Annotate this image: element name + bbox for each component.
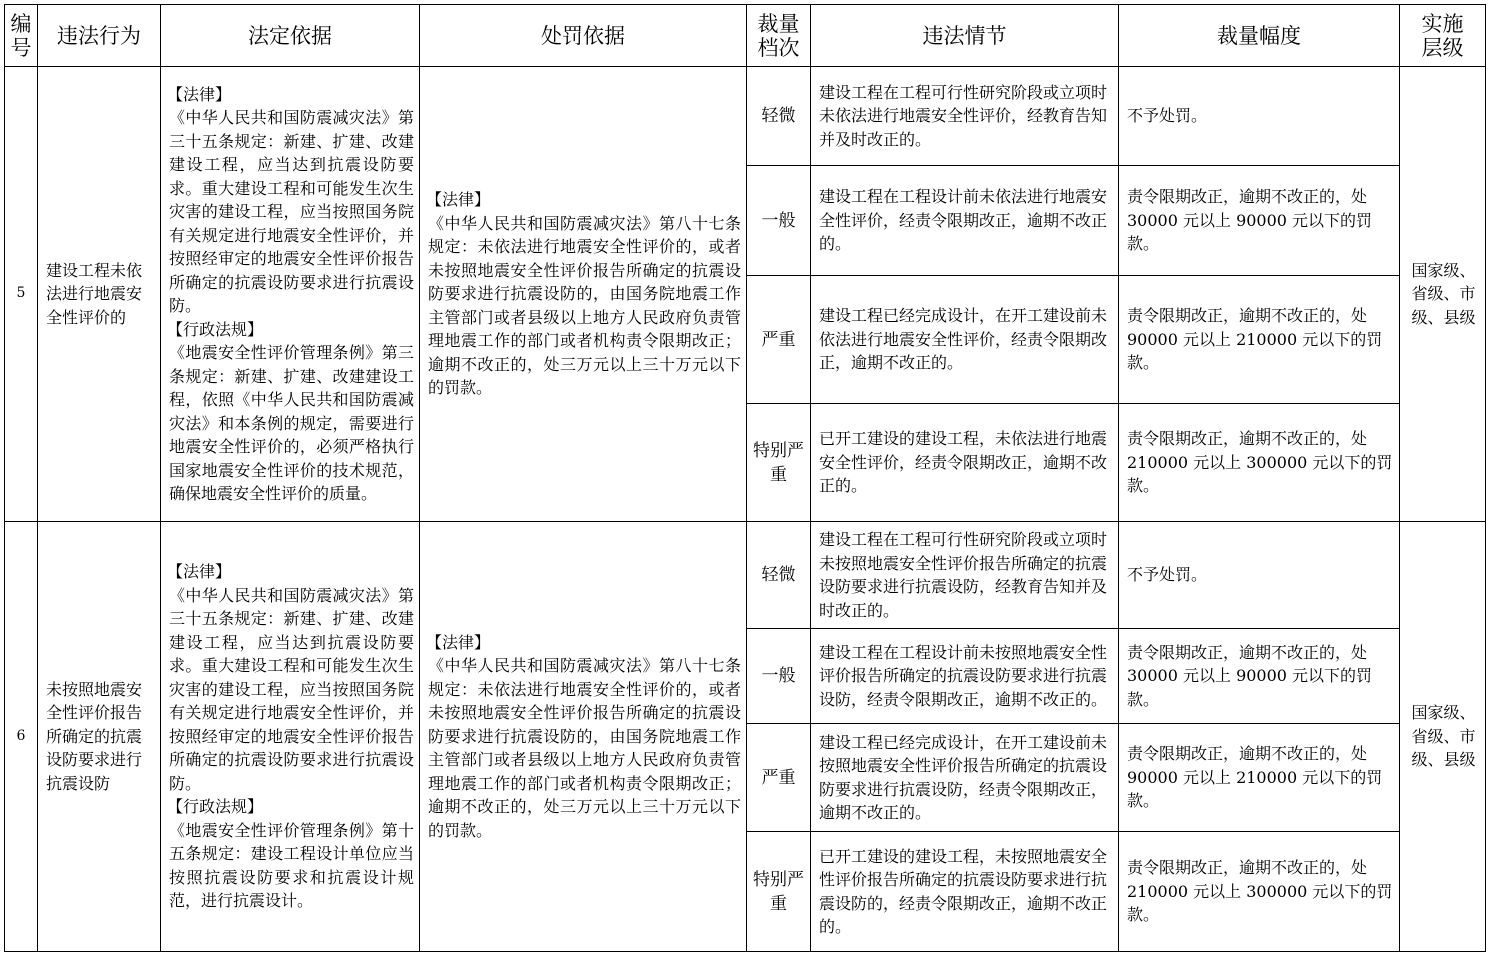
level-cell: 轻微 xyxy=(747,522,811,629)
row-number: 5 xyxy=(5,67,38,522)
level-cell: 轻微 xyxy=(747,67,811,166)
table-row xyxy=(5,522,1486,629)
scope-cell: 国家级、省级、市级、县级 xyxy=(1400,522,1486,952)
header-scope: 实施 层级 xyxy=(1400,5,1486,67)
header-violation: 违法行为 xyxy=(38,5,161,67)
level-cell: 严重 xyxy=(747,276,811,404)
range-cell: 责令限期改正，逾期不改正的，处30000 元以上 90000 元以下的罚款。 xyxy=(1119,629,1400,724)
legal-basis-cell: 【法律】 《中华人民共和国防震减灾法》第三十五条规定：新建、扩建、改建建设工程，应当达到抗震设防要求。重大建设工程和可能发生次生灾害的建设工程，应当按照国务院有关规定进行地震安全性评价，并按照经审定的地震安全性评价报告所确定的抗震设防要求进行抗震设防。 【行政法规】 《地震安全性评价管理条例》第十五条规定：建设工程设计单位应当按照抗震设防要求和抗震设计规范，进行抗震设计。 xyxy=(161,522,420,952)
range-cell: 不予处罚。 xyxy=(1119,522,1400,629)
scope-cell: 国家级、省级、市级、县级 xyxy=(1400,67,1486,522)
header-row xyxy=(5,5,1486,67)
circumstance-cell: 已开工建设的建设工程，未依法进行地震安全性评价，经责令限期改正，逾期不改正的。 xyxy=(811,404,1119,522)
range-cell: 责令限期改正，逾期不改正的，处30000 元以上 90000 元以下的罚款。 xyxy=(1119,166,1400,276)
range-cell: 不予处罚。 xyxy=(1119,67,1400,166)
level-cell: 严重 xyxy=(747,724,811,832)
row-number: 6 xyxy=(5,522,38,952)
penalty-discretion-table xyxy=(4,4,1486,952)
range-cell: 责令限期改正，逾期不改正的，处210000 元以上 300000 元以下的罚款。 xyxy=(1119,832,1400,952)
header-penalty-basis: 处罚依据 xyxy=(420,5,747,67)
level-cell: 特别严重 xyxy=(747,832,811,952)
circumstance-cell: 建设工程在工程可行性研究阶段或立项时未依法进行地震安全性评价，经教育告知并及时改正的。 xyxy=(811,67,1119,166)
penalty-basis-cell: 【法律】 《中华人民共和国防震减灾法》第八十七条规定：未依法进行地震安全性评价的，或者未按照地震安全性评价报告所确定的抗震设防要求进行抗震设防的，由国务院地震工作主管部门或者县级以上地方人民政府负责管理地震工作的部门或者机构责令限期改正；逾期不改正的，处三万元以上三十万元以下的罚款。 xyxy=(420,67,747,522)
header-legal-basis: 法定依据 xyxy=(161,5,420,67)
violation-cell: 未按照地震安全性评价报告所确定的抗震设防要求进行抗震设防 xyxy=(38,522,161,952)
level-cell: 一般 xyxy=(747,166,811,276)
range-cell: 责令限期改正，逾期不改正的，处90000 元以上 210000 元以下的罚款。 xyxy=(1119,724,1400,832)
header-level: 裁量 档次 xyxy=(747,5,811,67)
circumstance-cell: 建设工程在工程可行性研究阶段或立项时未按照地震安全性评价报告所确定的抗震设防要求进行抗震设防，经教育告知并及时改正的。 xyxy=(811,522,1119,629)
violation-cell: 建设工程未依法进行地震安全性评价的 xyxy=(38,67,161,522)
range-cell: 责令限期改正，逾期不改正的，处90000 元以上 210000 元以下的罚款。 xyxy=(1119,276,1400,404)
circumstance-cell: 建设工程在工程设计前未按照地震安全性评价报告所确定的抗震设防要求进行抗震设防，经责令限期改正，逾期不改正的。 xyxy=(811,629,1119,724)
table-row xyxy=(5,67,1486,166)
penalty-basis-cell: 【法律】 《中华人民共和国防震减灾法》第八十七条规定：未依法进行地震安全性评价的，或者未按照地震安全性评价报告所确定的抗震设防要求进行抗震设防的，由国务院地震工作主管部门或者县级以上地方人民政府负责管理地震工作的部门或者机构责令限期改正；逾期不改正的，处三万元以上三十万元以下的罚款。 xyxy=(420,522,747,952)
header-number: 编 号 xyxy=(5,5,38,67)
level-cell: 一般 xyxy=(747,629,811,724)
circumstance-cell: 建设工程在工程设计前未依法进行地震安全性评价，经责令限期改正，逾期不改正的。 xyxy=(811,166,1119,276)
range-cell: 责令限期改正，逾期不改正的，处210000 元以上 300000 元以下的罚款。 xyxy=(1119,404,1400,522)
legal-basis-cell: 【法律】 《中华人民共和国防震减灾法》第三十五条规定：新建、扩建、改建建设工程，应当达到抗震设防要求。重大建设工程和可能发生次生灾害的建设工程，应当按照国务院有关规定进行地震安全性评价，并按照经审定的地震安全性评价报告所确定的抗震设防要求进行抗震设防。 【行政法规】 《地震安全性评价管理条例》第三条规定：新建、扩建、改建建设工程，依照《中华人民共和国防震减灾法》和本条例的规定，需要进行地震安全性评价的，必须严格执行国家地震安全性评价的技术规范，确保地震安全性评价的质量。 xyxy=(161,67,420,522)
header-circumstance: 违法情节 xyxy=(811,5,1119,67)
header-range: 裁量幅度 xyxy=(1119,5,1400,67)
circumstance-cell: 建设工程已经完成设计，在开工建设前未按照地震安全性评价报告所确定的抗震设防要求进行抗震设防，经责令限期改正，逾期不改正的。 xyxy=(811,724,1119,832)
circumstance-cell: 建设工程已经完成设计，在开工建设前未依法进行地震安全性评价，经责令限期改正，逾期不改正的。 xyxy=(811,276,1119,404)
level-cell: 特别严重 xyxy=(747,404,811,522)
circumstance-cell: 已开工建设的建设工程，未按照地震安全性评价报告所确定的抗震设防要求进行抗震设防的，经责令限期改正，逾期不改正的。 xyxy=(811,832,1119,952)
